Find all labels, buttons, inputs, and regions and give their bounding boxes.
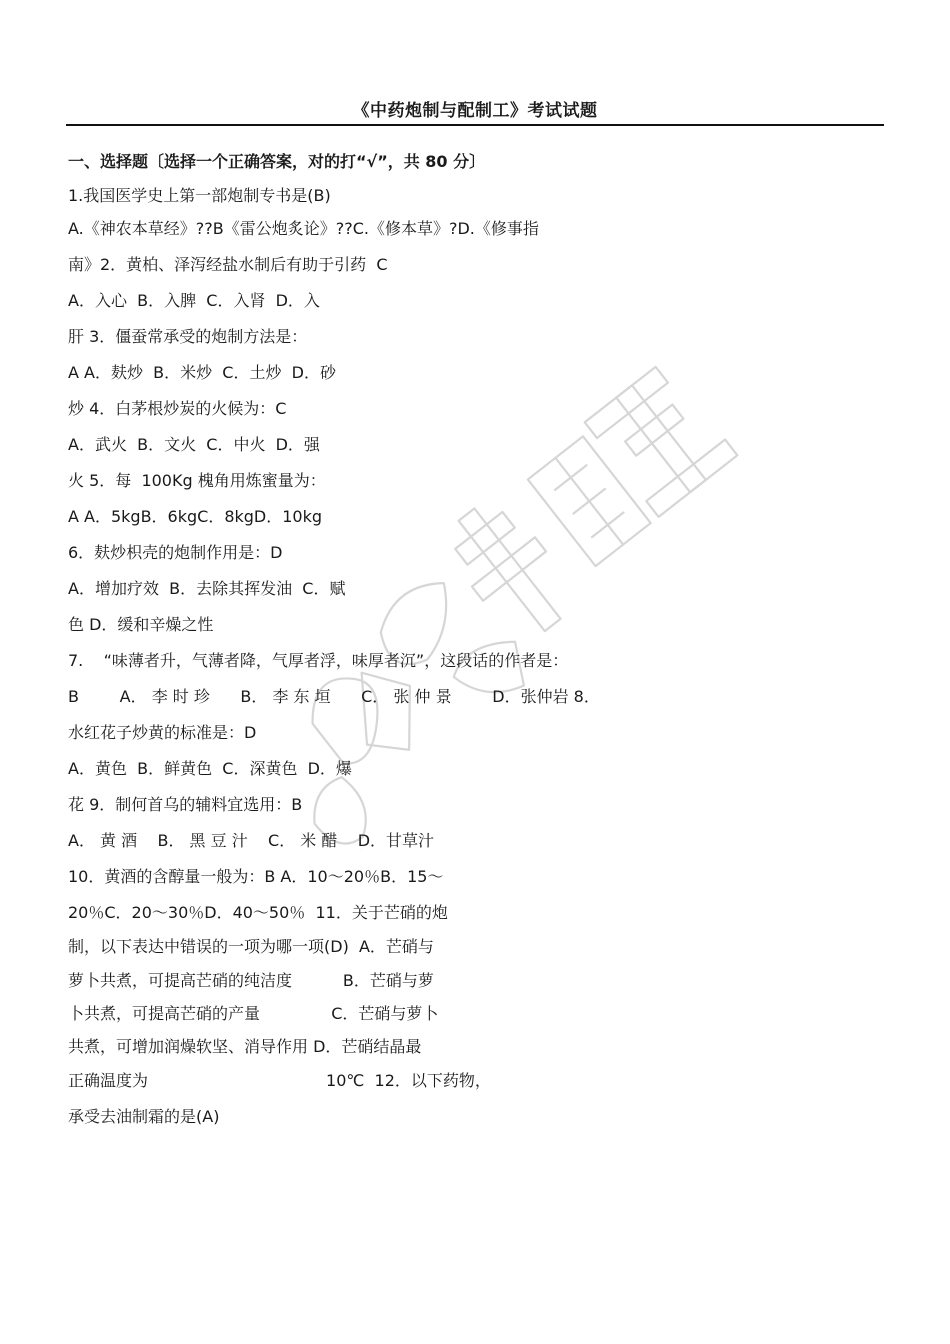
- question-line: 10．黄酒的含醇量一般为：B A．10～20％B．15～: [68, 867, 444, 886]
- question-line: 花 9．制何首乌的辅料宜选用：B: [68, 795, 303, 814]
- question-line: 正确温度为 10℃ 12．以下药物，: [68, 1071, 491, 1090]
- question-line: 1.我国医学史上第一部炮制专书是(B): [68, 186, 331, 205]
- question-line: A A．5kgB．6kgC．8kgD．10kg: [68, 507, 323, 526]
- question-line: A．增加疗效 B．去除其挥发油 C．赋: [68, 579, 346, 598]
- question-line: 火 5．每 100Kg 槐角用炼蜜量为：: [68, 471, 326, 490]
- question-line: 萝卜共煮，可提高芒硝的纯洁度 B．芒硝与萝: [68, 971, 434, 990]
- question-line: 6．麸炒枳壳的炮制作用是：D: [68, 543, 283, 562]
- question-line: A.《神农本草经》??B《雷公炮炙论》??C.《修本草》?D.《修事指: [68, 219, 539, 238]
- question-line: 色 D．缓和辛燥之性: [68, 615, 214, 634]
- question-line: 共煮，可增加润燥软坚、消导作用 D．芒硝结晶最: [68, 1037, 422, 1056]
- question-line: A．武火 B．文火 C．中火 D．强: [68, 435, 320, 454]
- section-heading: 一、选择题〔选择一个正确答案，对的打“√”，共 80 分〕: [68, 152, 486, 171]
- question-line: 南》2．黄柏、泽泻经盐水制后有助于引药 C: [68, 255, 388, 274]
- question-line: 承受去油制霜的是(A): [68, 1107, 220, 1126]
- question-line: B A． 李 时 珍 B． 李 东 垣 C． 张 仲 景 D．张仲岩 8．: [68, 687, 600, 706]
- document-title: 《中药炮制与配制工》考试试题: [352, 101, 598, 121]
- question-line: A．入心 B．入脾 C．入肾 D．入: [68, 291, 320, 310]
- question-line: A．黄色 B．鲜黄色 C．深黄色 D．爆: [68, 759, 352, 778]
- question-line: 20％C．20～30％D．40～50％ 11．关于芒硝的炮: [68, 903, 448, 922]
- question-line: 卜共煮，可提高芒硝的产量 C．芒硝与萝卜: [68, 1004, 439, 1023]
- title-divider: [66, 124, 884, 126]
- question-line: A A．麸炒 B．米炒 C．土炒 D．砂: [68, 363, 336, 382]
- question-line: 肝 3．僵蚕常承受的炮制方法是：: [68, 327, 308, 346]
- question-line: A． 黄 酒 B． 黑 豆 汁 C． 米 醋 D．甘草汁: [68, 831, 435, 850]
- question-line: 制，以下表达中错误的一项为哪一项(D) A．芒硝与: [68, 937, 434, 956]
- question-line: 7. “味薄者升，气薄者降，气厚者浮，味厚者沉”，这段话的作者是：: [68, 651, 569, 670]
- question-line: 炒 4．白茅根炒炭的火候为：C: [68, 399, 287, 418]
- question-line: 水红花子炒黄的标准是：D: [68, 723, 257, 742]
